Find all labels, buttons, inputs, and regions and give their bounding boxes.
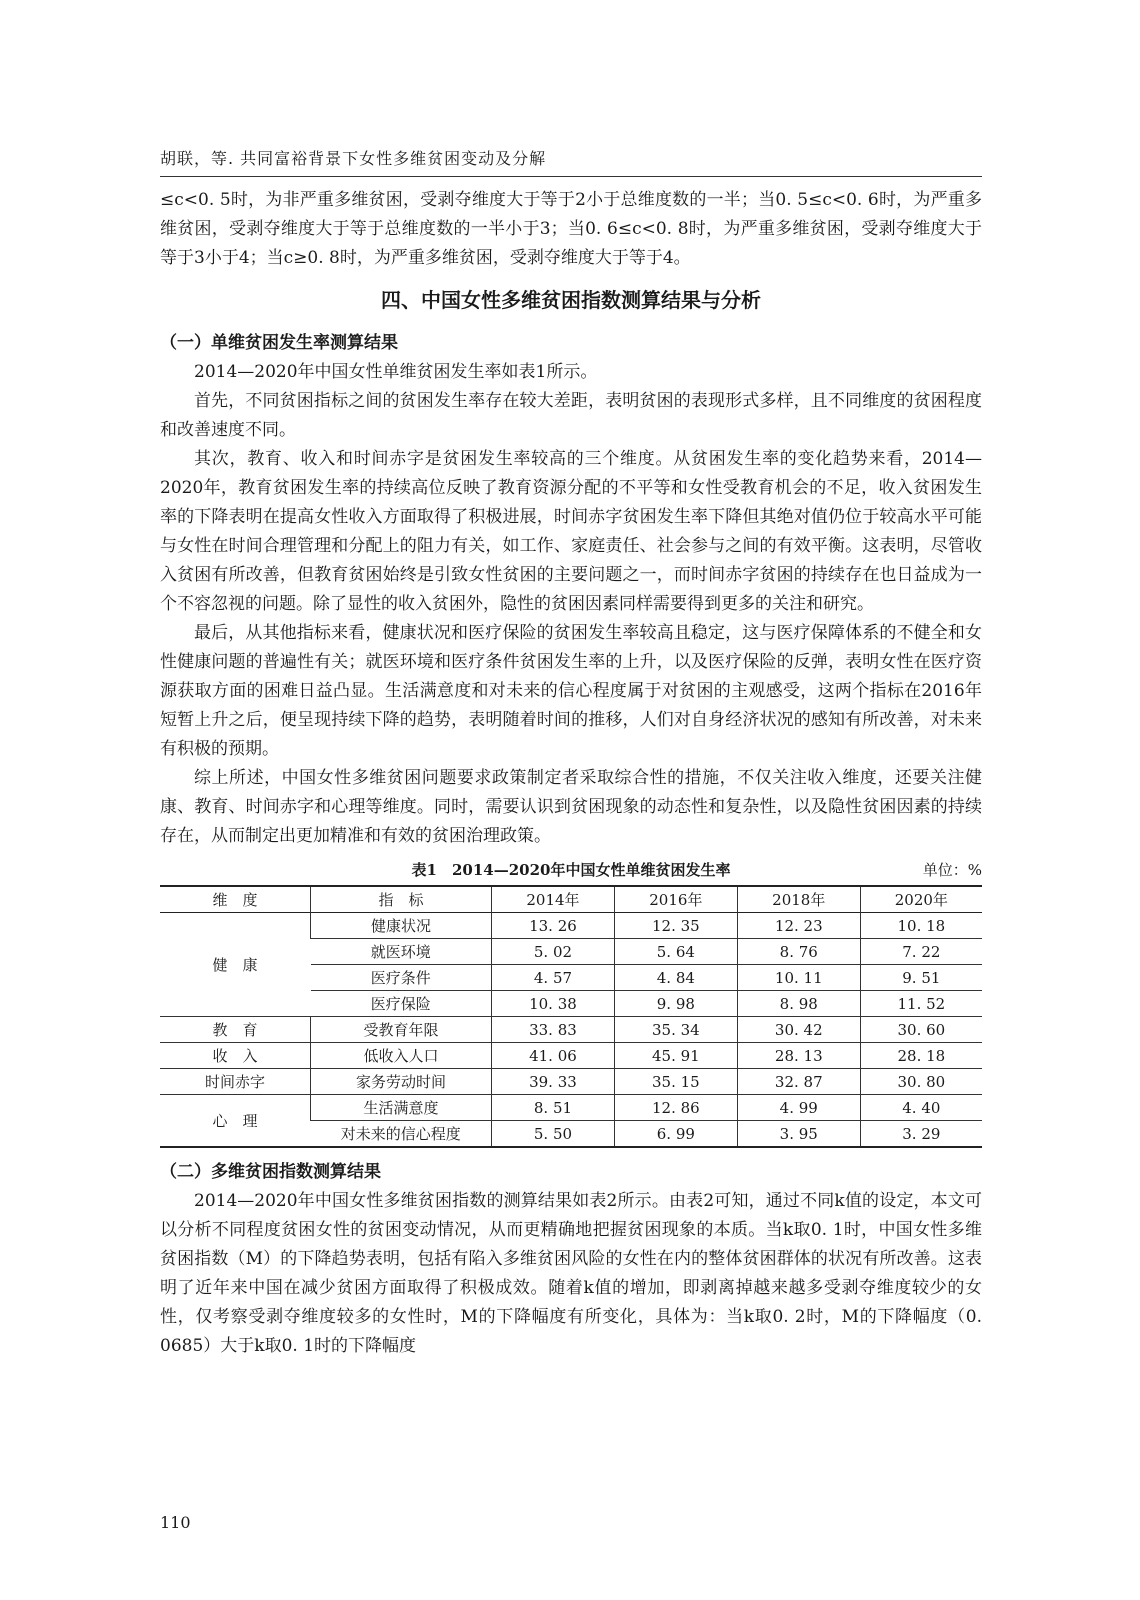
body-text [160,186,982,1361]
dimension-cell: 教 育 [212,1021,258,1039]
table-row [160,913,982,939]
value-cell: 10. 38 [492,991,615,1017]
paragraph: 首先，不同贫困指标之间的贫困发生率存在较大差距，表明贫困的表现形式多样，且不同维度的贫困程度和改善速度不同。 [160,391,982,440]
value-cell: 10. 18 [860,913,982,939]
running-head: 胡联，等. 共同富裕背景下女性多维贫困变动及分解 [160,146,982,177]
paragraph: 2014—2020年中国女性多维贫困指数的测算结果如表2所示。由表2可知，通过不同k值的设定，本文可以分析不同程度贫困女性的贫困变动情况，从而更精确地把握贫困现象的本质。当k取0. 1时，中国女性多维贫困指数（M）的下降趋势表明，包括有陷入多维贫困风险的女性在内的整体贫困群体的状况有所改善。这表明了近年来中国在减少贫困方面取得了积极成效。随着k值的增加，即剥离掉越来越多受剥夺维度较少的女性，仅考察受剥夺维度较多的女性时，M的下降幅度有所变化，具体为：当k取0. 2时，M的下降幅度（0. 0685）大于k取0. 1时的下降幅度 [160,1191,982,1356]
value-cell: 11. 52 [860,991,982,1017]
value-cell: 12. 35 [614,913,737,939]
table-unit: 单位：% [922,861,982,879]
indicator-cell: 受教育年限 [311,1017,492,1043]
paragraph: 其次，教育、收入和时间赤字是贫困发生率较高的三个维度。从贫困发生率的变化趋势来看，2014—2020年，教育贫困发生率的持续高位反映了教育资源分配的不平等和女性受教育机会的不足，收入贫困发生率的下降表明在提高女性收入方面取得了积极进展，时间赤字贫困发生率下降但其绝对值仍位于较高水平可能与女性在时间合理管理和分配上的阻力有关，如工作、家庭责任、社会参与之间的有效平衡。这表明，尽管收入贫困有所改善，但教育贫困始终是引致女性贫困的主要问题之一，而时间赤字贫困的持续存在也日益成为一个不容忽视的问题。除了显性的收入贫困外，隐性的贫困因素同样需要得到更多的关注和研究。 [160,449,982,614]
value-cell: 6. 99 [614,1121,737,1148]
value-cell: 45. 91 [614,1043,737,1069]
header-2020: 2020年 [860,886,982,913]
paragraph: 最后，从其他指标来看，健康状况和医疗保险的贫困发生率较高且稳定，这与医疗保障体系的不健全和女性健康问题的普遍性有关；就医环境和医疗条件贫困发生率的上升，以及医疗保险的反弹，表明女性在医疗资源获取方面的困难日益凸显。生活满意度和对未来的信心程度属于对贫困的主观感受，这两个指标在2016年短暂上升之后，便呈现持续下降的趋势，表明随着时间的推移，人们对自身经济状况的感知有所改善，对未来有积极的预期。 [160,623,982,759]
indicator-cell: 低收入人口 [311,1043,492,1069]
value-cell: 28. 13 [737,1043,860,1069]
indicator-cell: 生活满意度 [311,1095,492,1121]
value-cell: 35. 15 [614,1069,737,1095]
value-cell: 10. 11 [737,965,860,991]
value-cell: 8. 76 [737,939,860,965]
value-cell: 9. 51 [860,965,982,991]
table-body [160,913,982,1148]
indicator-cell: 医疗条件 [311,965,492,991]
page-number: 110 [160,1513,191,1532]
paragraph: 综上所述，中国女性多维贫困问题要求政策制定者采取综合性的措施，不仅关注收入维度，还要关注健康、教育、时间赤字和心理等维度。同时，需要认识到贫困现象的动态性和复杂性，以及隐性贫困因素的持续存在，从而制定出更加精准和有效的贫困治理政策。 [160,768,982,846]
value-cell: 7. 22 [860,939,982,965]
value-cell: 33. 83 [492,1017,615,1043]
dimension-cell: 收 入 [212,1047,258,1065]
subsection-title-1: （一）单维贫困发生率测算结果 [160,333,398,353]
indicator-cell: 健康状况 [311,913,492,939]
value-cell: 3. 95 [737,1121,860,1148]
table-row [160,1017,982,1043]
header-2018: 2018年 [737,886,860,913]
indicator-cell: 对未来的信心程度 [311,1121,492,1148]
value-cell: 41. 06 [492,1043,615,1069]
poverty-rate-table [160,885,982,1148]
value-cell: 35. 34 [614,1017,737,1043]
value-cell: 5. 50 [492,1121,615,1148]
table-row [160,1043,982,1069]
indicator-cell: 医疗保险 [311,991,492,1017]
table-title: 表1 2014—2020年中国女性单维贫困发生率 [411,861,731,879]
value-cell: 39. 33 [492,1069,615,1095]
value-cell: 32. 87 [737,1069,860,1095]
value-cell: 8. 98 [737,991,860,1017]
header-dimension: 维 度 [212,891,258,909]
header-2014: 2014年 [492,886,615,913]
value-cell: 12. 86 [614,1095,737,1121]
value-cell: 13. 26 [492,913,615,939]
value-cell: 5. 02 [492,939,615,965]
indicator-cell: 家务劳动时间 [311,1069,492,1095]
table-row [160,1069,982,1095]
value-cell: 30. 42 [737,1017,860,1043]
value-cell: 30. 60 [860,1017,982,1043]
value-cell: 30. 80 [860,1069,982,1095]
value-cell: 4. 40 [860,1095,982,1121]
header-2016: 2016年 [614,886,737,913]
dimension-cell: 时间赤字 [204,1073,265,1091]
table-caption [160,855,982,885]
value-cell: 5. 64 [614,939,737,965]
value-cell: 28. 18 [860,1043,982,1069]
value-cell: 4. 84 [614,965,737,991]
paragraph: 2014—2020年中国女性单维贫困发生率如表1所示。 [194,362,598,382]
value-cell: 9. 98 [614,991,737,1017]
value-cell: 4. 57 [492,965,615,991]
value-cell: 8. 51 [492,1095,615,1121]
value-cell: 3. 29 [860,1121,982,1148]
value-cell: 12. 23 [737,913,860,939]
dimension-cell: 健 康 [212,956,258,974]
subsection-title-2: （二）多维贫困指数测算结果 [160,1162,381,1182]
dimension-cell: 心 理 [212,1112,258,1130]
table-header-row [160,886,982,913]
value-cell: 4. 99 [737,1095,860,1121]
header-indicator: 指 标 [311,886,492,913]
indicator-cell: 就医环境 [311,939,492,965]
table-row [160,1095,982,1121]
intro-paragraph: ≤c<0. 5时，为非严重多维贫困，受剥夺维度大于等于2小于总维度数的一半；当0. 5≤c<0. 6时，为严重多维贫困，受剥夺维度大于等于总维度数的一半小于3；当0. 6≤c<0. 8时，为严重多维贫困，受剥夺维度大于等于3小于4；当c≥0. 8时，为严重多维贫困，受剥夺维度大于等于4。 [160,190,982,268]
section-title: 四、中国女性多维贫困指数测算结果与分析 [381,288,761,312]
